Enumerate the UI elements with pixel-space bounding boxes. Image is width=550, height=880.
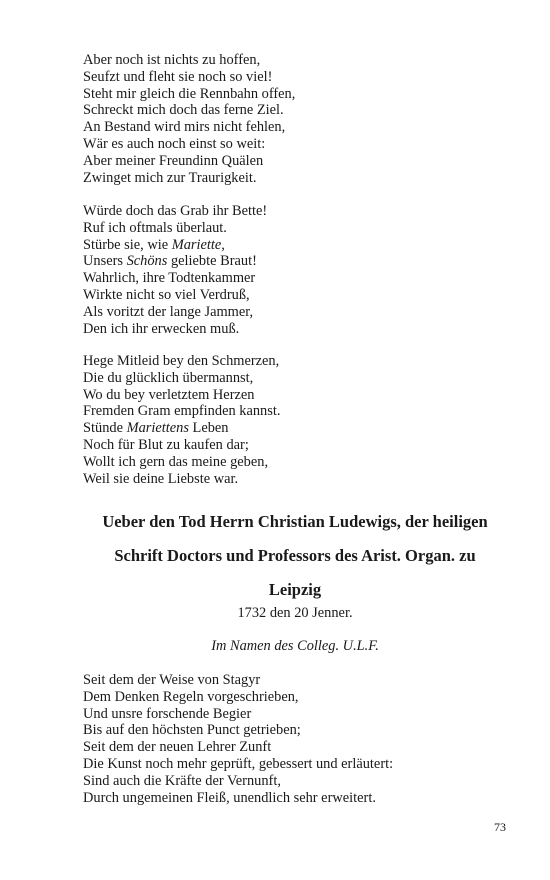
poem-line: Aber meiner Freundinn Quälen bbox=[83, 152, 264, 169]
poem-line: Stünde Mariettens Leben bbox=[83, 420, 229, 437]
poem-line: Dem Denken Regeln vorgeschrieben, bbox=[83, 688, 299, 705]
poem-line: Wahrlich, ihre Todtenkammer bbox=[83, 270, 256, 287]
poem-line: Schreckt mich doch das ferne Ziel. bbox=[83, 102, 284, 119]
page-number: 73 bbox=[494, 820, 506, 834]
poem-line: Und unsre forschende Begier bbox=[83, 705, 252, 722]
poem-line: Noch für Blut zu kaufen dar; bbox=[83, 436, 249, 453]
poem-line: Fremden Gram empfinden kannst. bbox=[83, 403, 281, 420]
poem-line: Zwinget mich zur Traurigkeit. bbox=[83, 169, 257, 186]
poem-line: Sind auch die Kräfte der Vernunft, bbox=[83, 772, 281, 789]
poem-line: Ruf ich oftmals überlaut. bbox=[83, 219, 227, 236]
poem-line: Aber noch ist nichts zu hoffen, bbox=[83, 52, 261, 68]
stanza-2 bbox=[83, 203, 267, 337]
poem-line: Stürbe sie, wie Mariette, bbox=[83, 236, 225, 253]
poem-line: Wollt ich gern das meine geben, bbox=[83, 453, 269, 470]
poem-line: Seit dem der Weise von Stagyr bbox=[83, 672, 261, 688]
stanza-3 bbox=[83, 353, 280, 487]
poem-dedication: Im Namen des Colleg. U.L.F. bbox=[211, 638, 379, 654]
poem-title bbox=[60, 505, 530, 607]
poem-dateline: 1732 den 20 Jenner. bbox=[237, 605, 353, 621]
poem-line: Bis auf den höchsten Punct getrieben; bbox=[83, 722, 301, 739]
stanza-1 bbox=[83, 52, 295, 186]
poem-line: Seufzt und fleht sie noch so viel! bbox=[83, 68, 273, 85]
poem-line: Durch ungemeinen Fleiß, unendlich sehr erweitert. bbox=[83, 789, 376, 806]
poem-line: Als voritzt der lange Jammer, bbox=[83, 303, 254, 320]
poem-line: Steht mir gleich die Rennbahn offen, bbox=[83, 85, 296, 102]
poem-title-line: Schrift Doctors und Professors des Arist. Organ. zu bbox=[114, 546, 476, 565]
stanza-4 bbox=[83, 672, 393, 806]
poem-title-line: Leipzig bbox=[268, 580, 322, 599]
poem-line: Die Kunst noch mehr geprüft, gebessert und erläutert: bbox=[83, 755, 394, 772]
poem-line: Den ich ihr erwecken muß. bbox=[83, 320, 240, 337]
poem-title-line: Ueber den Tod Herrn Christian Ludewigs, der heiligen bbox=[102, 512, 488, 531]
poem-line: Wirkte nicht so viel Verdruß, bbox=[83, 286, 250, 303]
poem-line: Unsers Schöns geliebte Braut! bbox=[83, 253, 257, 270]
poem-line: Seit dem der neuen Lehrer Zunft bbox=[83, 739, 272, 756]
poem-line: An Bestand wird mirs nicht fehlen, bbox=[83, 119, 286, 136]
poem-line: Wär es auch noch einst so weit: bbox=[83, 135, 266, 152]
poem-line: Weil sie deine Liebste war. bbox=[83, 470, 239, 487]
poem-line: Würde doch das Grab ihr Bette! bbox=[83, 203, 268, 219]
poem-line: Hege Mitleid bey den Schmerzen, bbox=[83, 353, 280, 369]
poem-line: Wo du bey verletztem Herzen bbox=[83, 386, 255, 403]
poem-line: Die du glücklich übermannst, bbox=[83, 369, 254, 386]
